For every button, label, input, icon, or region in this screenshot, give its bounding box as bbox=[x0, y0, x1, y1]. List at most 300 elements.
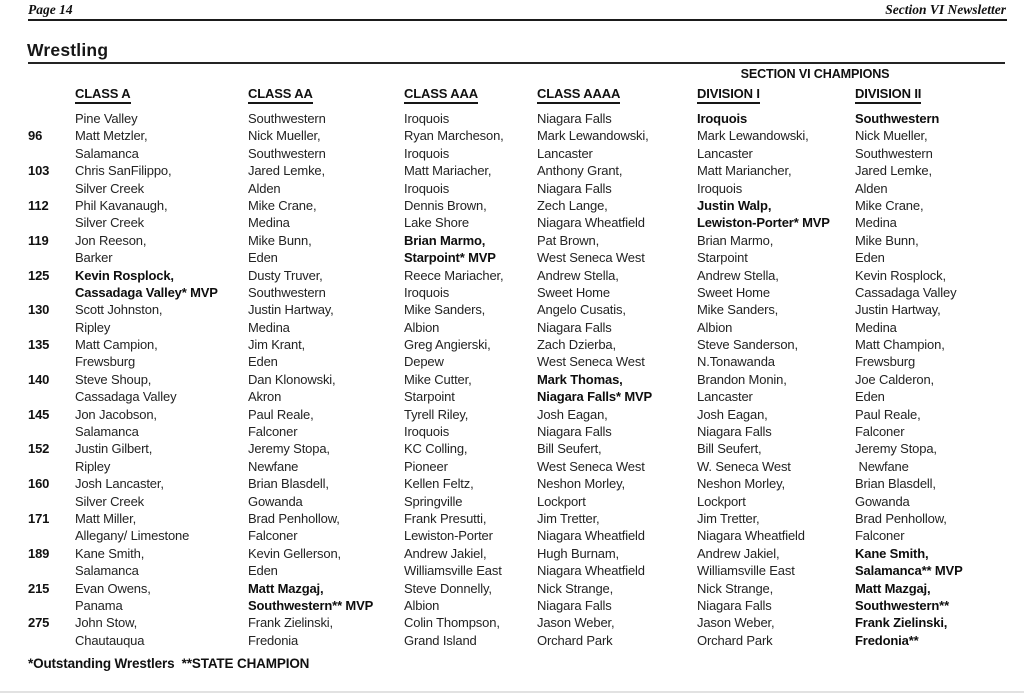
page-title: Wrestling bbox=[27, 40, 109, 60]
wrestler-name: Nick Mueller, bbox=[248, 128, 321, 144]
wrestler-school: Niagara Falls bbox=[537, 424, 612, 440]
weight-row-152 bbox=[28, 440, 1005, 475]
champion-entry bbox=[404, 545, 537, 580]
weight-column-spacer bbox=[28, 110, 75, 127]
weight-class-label: 215 bbox=[28, 580, 50, 596]
weight-class-label: 130 bbox=[28, 302, 50, 318]
wrestler-name: Zach Dzierba, bbox=[537, 337, 616, 353]
weight-class-label: 140 bbox=[28, 371, 50, 387]
wrestler-name: Josh Lancaster, bbox=[75, 476, 164, 492]
wrestler-name: Andrew Jakiel, bbox=[404, 545, 487, 561]
weight-class-label: 103 bbox=[28, 163, 50, 179]
wrestler-school: Starpoint bbox=[697, 250, 748, 266]
wrestler-name: Matt Mazgaj, bbox=[855, 580, 931, 596]
wrestler-name: Andrew Stella, bbox=[537, 267, 619, 283]
wrestler-school: Starpoint* MVP bbox=[404, 250, 496, 266]
champion-entry bbox=[697, 371, 855, 406]
wrestler-name: Frank Presutti, bbox=[404, 510, 487, 526]
wrestler-name: Kane Smith, bbox=[855, 545, 929, 561]
wrestler-school: Cassadaga Valley* MVP bbox=[75, 284, 218, 300]
wrestler-school: Eden bbox=[248, 563, 278, 579]
wrestler-school: Depew bbox=[404, 354, 444, 370]
champion-entry bbox=[537, 127, 697, 162]
champion-entry bbox=[75, 197, 248, 232]
wrestler-school: Medina bbox=[855, 215, 897, 231]
wrestler-name: Matt Campion, bbox=[75, 337, 158, 353]
wrestler-school: Orchard Park bbox=[697, 632, 773, 648]
champion-entry bbox=[697, 580, 855, 615]
wrestler-name: Andrew Jakiel, bbox=[697, 545, 780, 561]
champion-entry bbox=[855, 162, 1005, 197]
champion-entry bbox=[855, 197, 1005, 232]
champion-entry bbox=[248, 475, 404, 510]
wrestler-school: Lake Shore bbox=[404, 215, 469, 231]
weight-row-103 bbox=[28, 162, 1005, 197]
wrestler-school: Lewiston-Porter bbox=[404, 528, 493, 544]
wrestler-name: Tyrell Riley, bbox=[404, 406, 469, 422]
champion-entry bbox=[404, 580, 537, 615]
wrestler-school: Falconer bbox=[248, 528, 298, 544]
champion-entry bbox=[537, 545, 697, 580]
column-header-class-aaa: CLASS AAA bbox=[404, 86, 537, 110]
weight-class-label: 189 bbox=[28, 545, 50, 561]
wrestler-school: Southwestern** bbox=[855, 597, 949, 613]
wrestler-name: Steve Sanderson, bbox=[697, 337, 798, 353]
weight-row-160 bbox=[28, 475, 1005, 510]
champion-entry bbox=[697, 336, 855, 371]
champion-entry bbox=[248, 545, 404, 580]
wrestler-name: Matt Miller, bbox=[75, 510, 137, 526]
wrestler-school: Grand Island bbox=[404, 632, 477, 648]
champion-entry bbox=[537, 371, 697, 406]
weight-class-label: 275 bbox=[28, 615, 50, 631]
wrestler-name: Paul Reale, bbox=[248, 406, 314, 422]
team-champions-row bbox=[28, 110, 1005, 127]
column-header-division-i: DIVISION I bbox=[697, 86, 855, 110]
champion-entry bbox=[855, 580, 1005, 615]
wrestler-school: Frewsburg bbox=[75, 354, 136, 370]
wrestler-school: Gowanda bbox=[248, 493, 303, 509]
wrestler-name: Pat Brown, bbox=[537, 232, 600, 248]
wrestler-school: Chautauqua bbox=[75, 632, 145, 648]
weight-class-label: 145 bbox=[28, 406, 50, 422]
wrestler-school: N.Tonawanda bbox=[697, 354, 775, 370]
champion-entry bbox=[248, 267, 404, 302]
weight-row-130 bbox=[28, 301, 1005, 336]
champion-entry bbox=[697, 267, 855, 302]
section-vi-champions-banner: SECTION VI CHAMPIONS bbox=[740, 67, 890, 81]
weight-class-label: 112 bbox=[28, 197, 49, 213]
wrestler-school: Iroquois bbox=[404, 424, 450, 440]
champion-entry bbox=[75, 301, 248, 336]
champion-entry bbox=[75, 232, 248, 267]
wrestler-name: Steve Donnelly, bbox=[404, 580, 492, 596]
wrestler-name: Justin Gilbert, bbox=[75, 441, 153, 457]
champion-entry bbox=[404, 336, 537, 371]
weight-class-label: 96 bbox=[28, 128, 43, 144]
weight-column-spacer bbox=[28, 86, 75, 110]
wrestler-school: Sweet Home bbox=[537, 284, 610, 300]
masthead bbox=[28, 2, 1006, 18]
champion-entry bbox=[248, 406, 404, 441]
legend-footnote: *Outstanding Wrestlers **STATE CHAMPION bbox=[28, 656, 310, 671]
champion-entry bbox=[75, 545, 248, 580]
wrestler-name: Zech Lange, bbox=[537, 197, 608, 213]
wrestler-school: Williamsville East bbox=[404, 563, 502, 579]
wrestler-school: Silver Creek bbox=[75, 215, 144, 231]
champion-entry bbox=[404, 197, 537, 232]
wrestler-name: Neshon Morley, bbox=[697, 476, 785, 492]
wrestler-name: Nick Strange, bbox=[537, 580, 614, 596]
wrestler-name: Matt Mariacher, bbox=[404, 163, 492, 179]
champion-entry bbox=[404, 406, 537, 441]
weight-class-label: 160 bbox=[28, 476, 50, 492]
wrestler-school: Lockport bbox=[697, 493, 746, 509]
wrestler-name: Matt Champion, bbox=[855, 337, 945, 353]
champion-entry bbox=[537, 232, 697, 267]
wrestler-school: Gowanda bbox=[855, 493, 910, 509]
wrestler-name: Kevin Rosplock, bbox=[855, 267, 946, 283]
wrestler-school: Cassadaga Valley bbox=[855, 284, 957, 300]
column-header-class-a: CLASS A bbox=[75, 86, 248, 110]
wrestler-school: Eden bbox=[855, 250, 885, 266]
champions-banner-row bbox=[28, 67, 1005, 86]
champion-entry bbox=[404, 127, 537, 162]
champion-entry bbox=[248, 440, 404, 475]
wrestler-name: Dan Klonowski, bbox=[248, 371, 336, 387]
champion-entry bbox=[537, 614, 697, 649]
wrestler-school: Eden bbox=[855, 389, 885, 405]
champion-entry bbox=[855, 371, 1005, 406]
wrestler-name: Scott Johnston, bbox=[75, 302, 163, 318]
weight-row-215 bbox=[28, 580, 1005, 615]
weight-row-119 bbox=[28, 232, 1005, 267]
wrestler-name: Josh Eagan, bbox=[537, 406, 608, 422]
wrestler-school: Frewsburg bbox=[855, 354, 916, 370]
wrestler-name: Angelo Cusatis, bbox=[537, 302, 626, 318]
wrestler-school: W. Seneca West bbox=[697, 458, 791, 474]
champion-entry bbox=[75, 406, 248, 441]
wrestler-school: Southwestern bbox=[855, 145, 933, 161]
wrestler-school: Lancaster bbox=[537, 145, 593, 161]
champion-entry bbox=[404, 614, 537, 649]
wrestler-school: Allegany/ Limestone bbox=[75, 528, 190, 544]
wrestler-school: West Seneca West bbox=[537, 458, 645, 474]
wrestler-name: Evan Owens, bbox=[75, 580, 151, 596]
wrestler-name: Reece Mariacher, bbox=[404, 267, 504, 283]
wrestler-school: Niagara Wheatfield bbox=[697, 528, 805, 544]
wrestler-school: Medina bbox=[248, 319, 290, 335]
wrestler-school: Sweet Home bbox=[697, 284, 770, 300]
wrestler-school: Panama bbox=[75, 597, 123, 613]
wrestler-name: Joe Calderon, bbox=[855, 371, 934, 387]
wrestler-school: Niagara Wheatfield bbox=[537, 215, 645, 231]
champion-entry bbox=[855, 440, 1005, 475]
wrestler-name: Bill Seufert, bbox=[697, 441, 762, 457]
champion-entry bbox=[697, 475, 855, 510]
weight-row-125 bbox=[28, 267, 1005, 302]
wrestler-name: John Stow, bbox=[75, 615, 138, 631]
wrestler-school: Southwestern** MVP bbox=[248, 597, 374, 613]
wrestler-name: Mike Cutter, bbox=[404, 371, 472, 387]
wrestler-name: Jeremy Stopa, bbox=[855, 441, 937, 457]
champion-entry bbox=[75, 614, 248, 649]
wrestler-school: Iroquois bbox=[404, 145, 450, 161]
wrestler-school: Barker bbox=[75, 250, 113, 266]
weight-row-189 bbox=[28, 545, 1005, 580]
champion-entry bbox=[697, 614, 855, 649]
wrestler-school: Orchard Park bbox=[537, 632, 613, 648]
weight-class-label: 152 bbox=[28, 441, 50, 457]
wrestler-school: Albion bbox=[404, 319, 440, 335]
wrestler-school: West Seneca West bbox=[537, 354, 645, 370]
wrestler-name: Brad Penhollow, bbox=[855, 510, 947, 526]
wrestler-name: Dennis Brown, bbox=[404, 197, 487, 213]
weight-class-label: 171 bbox=[28, 510, 50, 526]
champion-entry bbox=[75, 267, 248, 302]
weight-row-140 bbox=[28, 371, 1005, 406]
wrestler-name: Paul Reale, bbox=[855, 406, 921, 422]
title-rule bbox=[28, 62, 1005, 64]
wrestler-school: Springville bbox=[404, 493, 463, 509]
team-champion-school: Iroquois bbox=[404, 111, 450, 126]
wrestler-name: Jared Lemke, bbox=[855, 163, 932, 179]
wrestler-name: Brian Blasdell, bbox=[248, 476, 329, 492]
champion-entry bbox=[404, 301, 537, 336]
champion-entry bbox=[404, 232, 537, 267]
champion-entry bbox=[248, 162, 404, 197]
champion-entry bbox=[697, 127, 855, 162]
wrestler-name: Mike Crane, bbox=[855, 197, 924, 213]
wrestler-school: Albion bbox=[404, 597, 440, 613]
champion-entry bbox=[697, 440, 855, 475]
champion-entry bbox=[855, 545, 1005, 580]
column-header-class-aa: CLASS AA bbox=[248, 86, 404, 110]
champion-entry bbox=[537, 406, 697, 441]
champion-entry bbox=[537, 336, 697, 371]
wrestler-name: Brandon Monin, bbox=[697, 371, 787, 387]
wrestler-school: Niagara Wheatfield bbox=[537, 563, 645, 579]
page-number: Page 14 bbox=[28, 2, 73, 17]
wrestler-school: Niagara Falls bbox=[697, 597, 772, 613]
wrestler-school: Eden bbox=[248, 354, 278, 370]
wrestler-school: Falconer bbox=[855, 528, 905, 544]
champion-entry bbox=[404, 267, 537, 302]
wrestler-name: Jon Jacobson, bbox=[75, 406, 157, 422]
champion-entry bbox=[75, 475, 248, 510]
wrestler-name: Greg Angierski, bbox=[404, 337, 491, 353]
wrestler-school: Alden bbox=[855, 180, 888, 196]
wrestler-name: Chris SanFilippo, bbox=[75, 163, 172, 179]
wrestler-school: Niagara Falls bbox=[537, 319, 612, 335]
wrestler-name: Mike Sanders, bbox=[404, 302, 486, 318]
wrestler-school: Lancaster bbox=[697, 389, 753, 405]
wrestler-name: Justin Walp, bbox=[697, 197, 772, 213]
champion-entry bbox=[75, 440, 248, 475]
wrestler-name: Steve Shoup, bbox=[75, 371, 152, 387]
wrestler-name: Jason Weber, bbox=[537, 615, 615, 631]
weight-row-171 bbox=[28, 510, 1005, 545]
team-champion-school: Niagara Falls bbox=[537, 111, 612, 126]
champion-entry bbox=[537, 197, 697, 232]
wrestler-name: Brad Penhollow, bbox=[248, 510, 340, 526]
wrestler-name: KC Colling, bbox=[404, 441, 468, 457]
champion-entry bbox=[248, 580, 404, 615]
champion-entry bbox=[75, 580, 248, 615]
wrestler-school: Salamanca** MVP bbox=[855, 563, 963, 579]
team-champion-school: Southwestern bbox=[855, 111, 940, 126]
champion-entry bbox=[537, 301, 697, 336]
wrestler-name: Jon Reeson, bbox=[75, 232, 147, 248]
wrestler-school: Ripley bbox=[75, 458, 111, 474]
champion-entry bbox=[248, 510, 404, 545]
champion-entry bbox=[248, 301, 404, 336]
champion-entry bbox=[537, 267, 697, 302]
wrestler-school: Niagara Falls* MVP bbox=[537, 389, 653, 405]
champion-entry bbox=[404, 162, 537, 197]
wrestler-name: Jared Lemke, bbox=[248, 163, 325, 179]
champion-entry bbox=[404, 510, 537, 545]
champion-entry bbox=[855, 301, 1005, 336]
wrestler-name: Matt Mazgaj, bbox=[248, 580, 324, 596]
weight-row-135 bbox=[28, 336, 1005, 371]
wrestler-school: Starpoint bbox=[404, 389, 455, 405]
wrestler-name: Anthony Grant, bbox=[537, 163, 623, 179]
champion-entry bbox=[697, 232, 855, 267]
champion-entry bbox=[855, 475, 1005, 510]
champion-entry bbox=[855, 406, 1005, 441]
wrestler-name: Colin Thompson, bbox=[404, 615, 500, 631]
wrestler-name: Neshon Morley, bbox=[537, 476, 625, 492]
wrestler-school: Ripley bbox=[75, 319, 111, 335]
wrestler-name: Kane Smith, bbox=[75, 545, 145, 561]
team-champion-school: Southwestern bbox=[248, 111, 326, 126]
champion-entry bbox=[537, 475, 697, 510]
team-champion-school: Pine Valley bbox=[75, 111, 138, 126]
champion-entry bbox=[248, 127, 404, 162]
wrestler-school: Eden bbox=[248, 250, 278, 266]
wrestler-school: Falconer bbox=[248, 424, 298, 440]
wrestler-school: Salamanca bbox=[75, 424, 139, 440]
champion-entry bbox=[248, 371, 404, 406]
wrestler-name: Frank Zielinski, bbox=[855, 615, 948, 631]
champion-entry bbox=[855, 510, 1005, 545]
champion-entry bbox=[697, 197, 855, 232]
weight-class-label: 119 bbox=[28, 232, 49, 248]
wrestler-school: Newfane bbox=[248, 458, 299, 474]
champion-entry bbox=[537, 440, 697, 475]
champion-entry bbox=[404, 475, 537, 510]
champion-entry bbox=[75, 336, 248, 371]
wrestler-school: Fredonia bbox=[248, 632, 299, 648]
wrestler-name: Mike Sanders, bbox=[697, 302, 779, 318]
wrestler-school: Newfane bbox=[855, 458, 909, 474]
wrestler-school: Salamanca bbox=[75, 145, 139, 161]
champion-entry bbox=[697, 301, 855, 336]
wrestler-name: Ryan Marcheson, bbox=[404, 128, 504, 144]
weight-class-label: 125 bbox=[28, 267, 50, 283]
wrestler-school: Fredonia** bbox=[855, 632, 919, 648]
wrestler-name: Kellen Feltz, bbox=[404, 476, 474, 492]
wrestler-name: Mike Bunn, bbox=[248, 232, 312, 248]
wrestler-name: Jason Weber, bbox=[697, 615, 775, 631]
wrestler-school: Silver Creek bbox=[75, 493, 144, 509]
team-champion-school: Iroquois bbox=[697, 111, 748, 126]
column-header-row bbox=[28, 86, 1005, 110]
champion-entry bbox=[855, 267, 1005, 302]
masthead-rule bbox=[28, 19, 1007, 21]
wrestler-school: Medina bbox=[855, 319, 897, 335]
wrestler-school: Salamanca bbox=[75, 563, 139, 579]
champion-entry bbox=[697, 162, 855, 197]
champion-entry bbox=[75, 371, 248, 406]
champion-entry bbox=[75, 162, 248, 197]
champion-entry bbox=[248, 197, 404, 232]
wrestler-name: Kevin Rosplock, bbox=[75, 267, 174, 283]
champion-entry bbox=[537, 580, 697, 615]
wrestler-name: Brian Marmo, bbox=[404, 232, 486, 248]
champion-entry bbox=[697, 510, 855, 545]
wrestler-name: Jeremy Stopa, bbox=[248, 441, 330, 457]
wrestler-school: Cassadaga Valley bbox=[75, 389, 177, 405]
champion-entry bbox=[248, 232, 404, 267]
wrestler-name: Dusty Truver, bbox=[248, 267, 323, 283]
weight-row-275 bbox=[28, 614, 1005, 649]
column-header-division-ii: DIVISION II bbox=[855, 86, 1005, 110]
wrestler-name: Mark Lewandowski, bbox=[537, 128, 649, 144]
wrestler-school: Niagara Falls bbox=[537, 597, 612, 613]
wrestler-school: Niagara Wheatfield bbox=[537, 528, 645, 544]
wrestler-name: Jim Tretter, bbox=[537, 510, 600, 526]
wrestler-name: Mark Lewandowski, bbox=[697, 128, 809, 144]
wrestler-school: Pioneer bbox=[404, 458, 448, 474]
champion-entry bbox=[855, 614, 1005, 649]
wrestling-results-table bbox=[28, 67, 1005, 649]
champion-entry bbox=[855, 232, 1005, 267]
champion-entry bbox=[404, 440, 537, 475]
weight-row-96 bbox=[28, 127, 1005, 162]
wrestler-school: Lancaster bbox=[697, 145, 753, 161]
wrestler-name: Kevin Gellerson, bbox=[248, 545, 341, 561]
newsletter-name: Section VI Newsletter bbox=[885, 2, 1006, 17]
champion-entry bbox=[697, 545, 855, 580]
wrestler-school: Southwestern bbox=[248, 145, 326, 161]
wrestler-school: Iroquois bbox=[404, 180, 450, 196]
wrestler-name: Jim Krant, bbox=[248, 337, 306, 353]
wrestler-name: Mike Bunn, bbox=[855, 232, 919, 248]
wrestler-name: Matt Mariancher, bbox=[697, 163, 792, 179]
wrestler-name: Phil Kavanaugh, bbox=[75, 197, 168, 213]
wrestler-name: Jim Tretter, bbox=[697, 510, 760, 526]
wrestler-name: Brian Blasdell, bbox=[855, 476, 936, 492]
champion-entry bbox=[855, 127, 1005, 162]
wrestler-school: Silver Creek bbox=[75, 180, 144, 196]
wrestler-school: Iroquois bbox=[697, 180, 743, 196]
wrestler-name: Nick Strange, bbox=[697, 580, 774, 596]
wrestler-school: Alden bbox=[248, 180, 281, 196]
wrestler-name: Frank Zielinski, bbox=[248, 615, 334, 631]
champion-entry bbox=[697, 406, 855, 441]
weight-row-145 bbox=[28, 406, 1005, 441]
champion-entry bbox=[248, 336, 404, 371]
wrestler-name: Nick Mueller, bbox=[855, 128, 928, 144]
wrestler-name: Bill Seufert, bbox=[537, 441, 602, 457]
wrestler-name: Andrew Stella, bbox=[697, 267, 779, 283]
champion-entry bbox=[537, 162, 697, 197]
wrestler-school: Southwestern bbox=[248, 284, 326, 300]
table-body bbox=[28, 110, 1005, 649]
wrestler-school: Iroquois bbox=[404, 284, 450, 300]
